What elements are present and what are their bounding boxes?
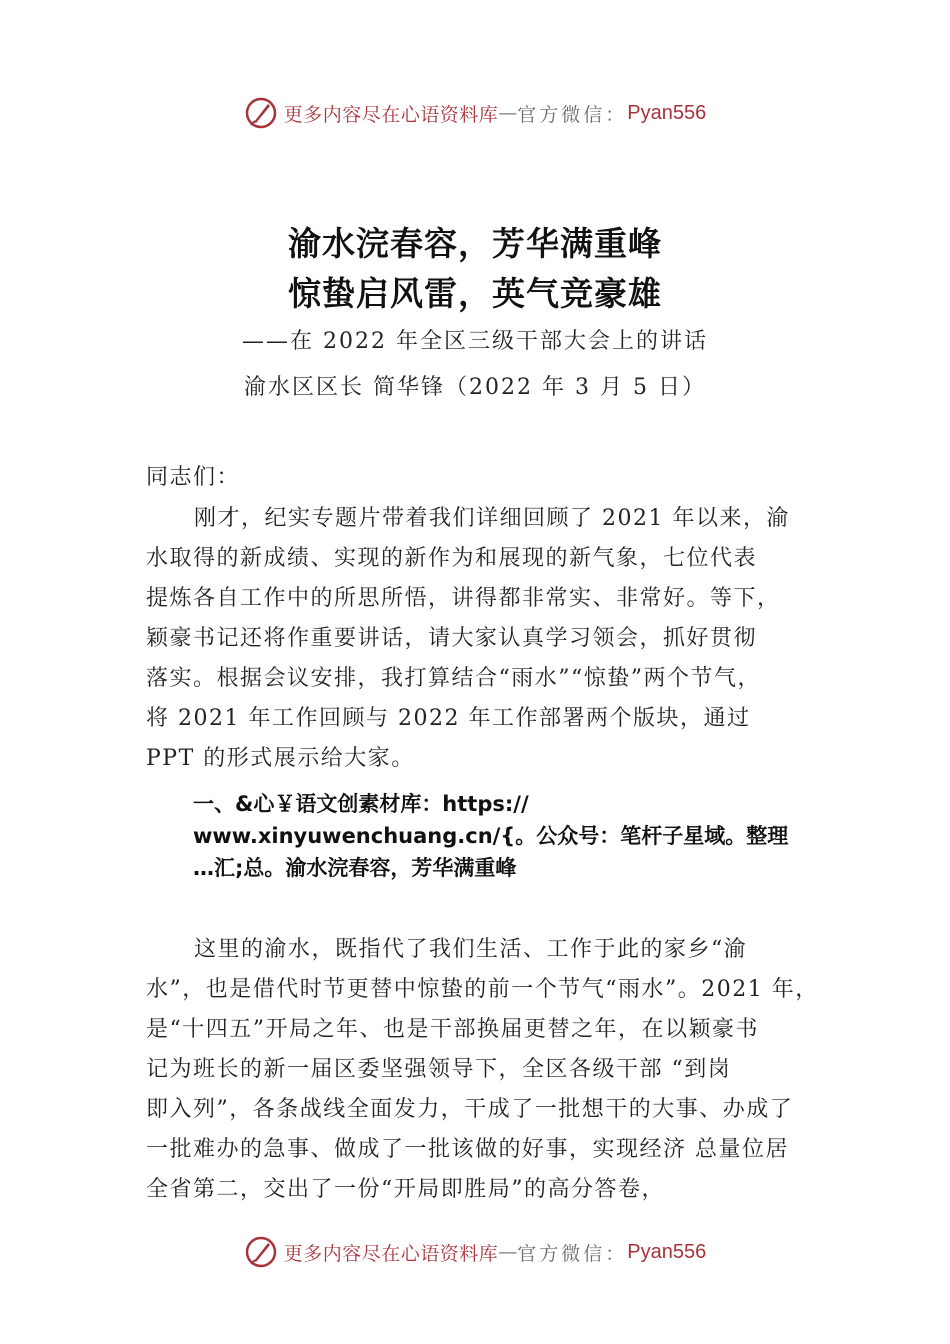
- paragraph-line: 全省第二，交出了一份“开局即胜局”的高分答卷，: [146, 1177, 665, 1202]
- title-line-2: 惊蛰启风雷，英气竞豪雄: [288, 274, 662, 313]
- heading-line: www.xinyuwenchuang.cn/{。公众号：笔杆子星域。整理: [193, 824, 789, 848]
- paragraph-line: 这里的渝水，既指代了我们生活、工作于此的家乡“渝: [194, 937, 748, 962]
- speech-subtitle: ——在 2022 年全区三级干部大会上的讲话: [242, 329, 708, 354]
- banner-slogan: 更多内容尽在心语资料库: [283, 103, 499, 126]
- quill-pen-logo-icon: [244, 1235, 278, 1269]
- paragraph-1: [146, 499, 836, 779]
- banner-wechat-label: 官方微信：: [517, 1242, 628, 1265]
- paragraph-2: [146, 930, 836, 1210]
- banner-wechat-label: 官方微信：: [517, 103, 628, 126]
- paragraph-line: 水取得的新成绩、实现的新作为和展现的新气象，七位代表: [146, 546, 758, 571]
- footer-banner: [0, 1232, 950, 1272]
- paragraph-line: 记为班长的新一届区委坚强领导下，全区各级干部 “到岗: [146, 1057, 732, 1082]
- paragraph-line: 提炼各自工作中的所思所悟，讲得都非常实、非常好。等下，: [146, 586, 781, 611]
- greeting: 同志们：: [146, 465, 241, 490]
- paragraph-line: 颖豪书记还将作重要讲话，请大家认真学习领会，抓好贯彻: [146, 626, 758, 651]
- paragraph-line: 是“十四五”开局之年、也是干部换届更替之年，在以颖豪书: [146, 1017, 759, 1042]
- heading-line: 一、&心￥语文创素材库：https://: [193, 792, 529, 816]
- section-heading-1: [193, 788, 843, 884]
- banner-dash: —: [498, 102, 518, 124]
- quill-pen-logo-icon: [244, 96, 278, 130]
- paragraph-line: 落实。根据会议安排，我打算结合“雨水”“惊蛰”两个节气，: [146, 666, 761, 691]
- heading-line: …汇;总。渝水浣春容，芳华满重峰: [193, 856, 517, 880]
- paragraph-line: 刚才，纪实专题片带着我们详细回顾了 2021 年以来，渝: [194, 506, 790, 531]
- paragraph-line: PPT 的形式展示给大家。: [146, 746, 415, 771]
- banner-dash: —: [498, 1241, 518, 1263]
- paragraph-line: 将 2021 年工作回顾与 2022 年工作部署两个版块，通过: [146, 706, 751, 731]
- header-banner: [0, 93, 950, 133]
- speaker-byline: 渝水区区长 简华锋（2022 年 3 月 5 日）: [244, 375, 706, 400]
- paragraph-line: 一批难办的急事、做成了一批该做的好事，实现经济 总量位居: [146, 1137, 789, 1162]
- banner-slogan: 更多内容尽在心语资料库: [283, 1242, 499, 1265]
- banner-wechat-id: Pyan556: [627, 101, 707, 124]
- paragraph-line: 即入列”，各条战线全面发力，干成了一批想干的大事、办成了: [146, 1097, 794, 1122]
- title-line-1: 渝水浣春容，芳华满重峰: [288, 224, 662, 263]
- paragraph-line: 水”，也是借代时节更替中惊蛰的前一个节气“雨水”。2021 年，: [146, 977, 819, 1002]
- banner-wechat-id: Pyan556: [627, 1240, 707, 1263]
